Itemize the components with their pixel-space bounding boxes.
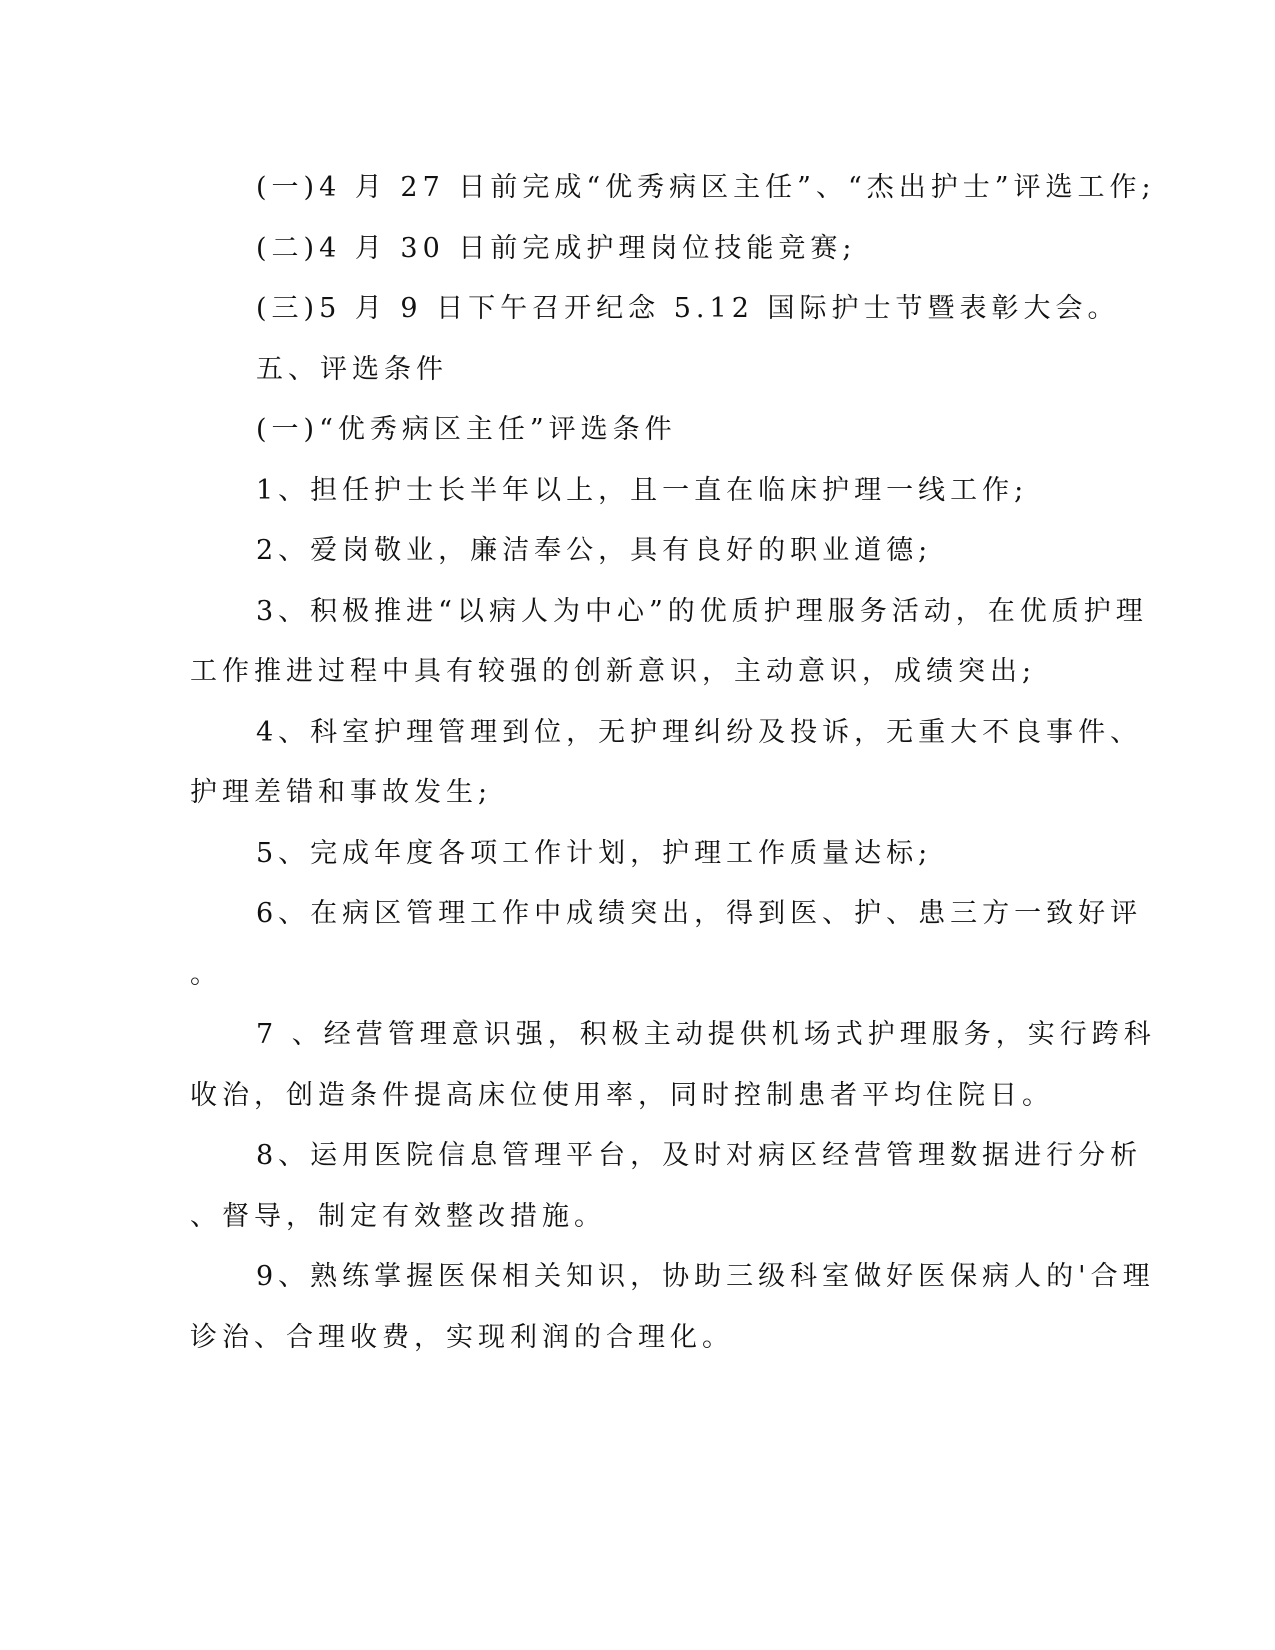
text-line: 5、完成年度各项工作计划，护理工作质量达标;: [256, 837, 933, 869]
section-heading: 五、评选条件: [256, 353, 448, 385]
text-line: 2、爱岗敬业，廉洁奉公，具有良好的职业道德;: [256, 535, 933, 566]
text-line: 护理差错和事故发生;: [190, 777, 493, 808]
text-line: 7 、经营管理意识强，积极主动提供机场式护理服务，实行跨科: [256, 1019, 1156, 1050]
document-body: [190, 158, 1156, 1368]
text-line: 、督导，制定有效整改措施。: [190, 1200, 606, 1232]
text-line: 4、科室护理管理到位，无护理纠纷及投诉，无重大不良事件、: [256, 716, 1143, 748]
text-line: (一)4 月 27 日前完成“优秀病区主任”、“杰出护士”评选工作;: [256, 172, 1156, 203]
text-line: 收治，创造条件提高床位使用率，同时控制患者平均住院日。: [190, 1079, 1054, 1111]
text-line: 3、积极推进“以病人为中心”的优质护理服务活动，在优质护理: [256, 595, 1148, 627]
text-line: (三)5 月 9 日下午召开纪念 5.12 国际护士节暨表彰大会。: [256, 293, 1120, 324]
text-line: 。: [190, 958, 222, 990]
text-line: 1、担任护士长半年以上，且一直在临床护理一线工作;: [256, 474, 1029, 506]
text-line: 6、在病区管理工作中成绩突出，得到医、护、患三方一致好评: [256, 898, 1143, 929]
text-line: 诊治、合理收费，实现利润的合理化。: [190, 1321, 734, 1353]
text-line: 工作推进过程中具有较强的创新意识，主动意识，成绩突出;: [190, 656, 1037, 687]
text-line: 9、熟练掌握医保相关知识，协助三级科室做好医保病人的'合理: [256, 1261, 1155, 1292]
text-line: 8、运用医院信息管理平台，及时对病区经营管理数据进行分析: [256, 1140, 1143, 1171]
text-line: (二)4 月 30 日前完成护理岗位技能竞赛;: [256, 232, 857, 264]
subsection-heading: (一)“优秀病区主任”评选条件: [256, 414, 677, 445]
